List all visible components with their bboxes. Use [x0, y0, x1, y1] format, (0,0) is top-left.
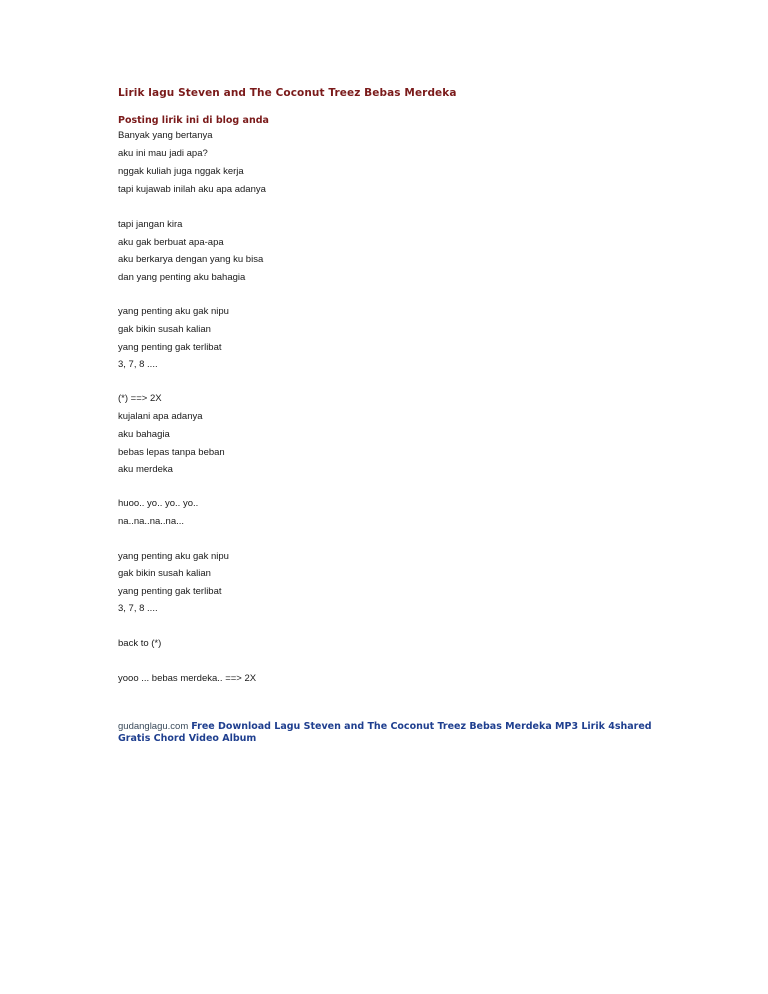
lyric-line: tapi kujawab inilah aku apa adanya [118, 184, 266, 195]
lyric-line: yooo ... bebas merdeka.. ==> 2X [118, 673, 257, 684]
lyric-line: 3, 7, 8 .... [118, 603, 158, 614]
lyric-line: aku berkarya dengan yang ku bisa [118, 254, 264, 265]
lyric-line: gak bikin susah kalian [118, 324, 211, 335]
lyric-line: (*) ==> 2X [118, 393, 162, 404]
lyric-line: aku bahagia [118, 429, 170, 440]
download-link[interactable]: Free Download Lagu Steven and The Coconut Treez Bebas Merdeka MP3 Lirik 4shared Gratis Chord Video Album [118, 721, 652, 744]
lyric-line: nggak kuliah juga nggak kerja [118, 166, 244, 177]
lyric-line: 3, 7, 8 .... [118, 359, 158, 370]
page-title: Lirik lagu Steven and The Coconut Treez Bebas Merdeka [118, 87, 457, 99]
lyric-line: Banyak yang bertanya [118, 130, 213, 141]
lyric-line: back to (*) [118, 638, 162, 649]
post-lyrics-link[interactable]: Posting lirik ini di blog anda [118, 115, 269, 126]
lyric-line: dan yang penting aku bahagia [118, 272, 246, 283]
lyric-line: aku merdeka [118, 464, 173, 475]
lyric-line: bebas lepas tanpa beban [118, 447, 225, 458]
lyric-line: kujalani apa adanya [118, 411, 203, 422]
lyric-line: yang penting aku gak nipu [118, 306, 229, 317]
lyric-line: huoo.. yo.. yo.. yo.. [118, 498, 199, 509]
lyric-line: aku ini mau jadi apa? [118, 148, 208, 159]
lyric-line: yang penting gak terlibat [118, 586, 222, 597]
lyric-line: gak bikin susah kalian [118, 568, 211, 579]
lyric-line: aku gak berbuat apa-apa [118, 237, 224, 248]
lyric-line: tapi jangan kira [118, 219, 183, 230]
lyric-line: na..na..na..na... [118, 516, 185, 527]
lyric-line: yang penting aku gak nipu [118, 551, 229, 562]
lyric-line: yang penting gak terlibat [118, 342, 222, 353]
site-name: gudanglagu.com [118, 721, 189, 732]
footer-links [118, 721, 658, 745]
